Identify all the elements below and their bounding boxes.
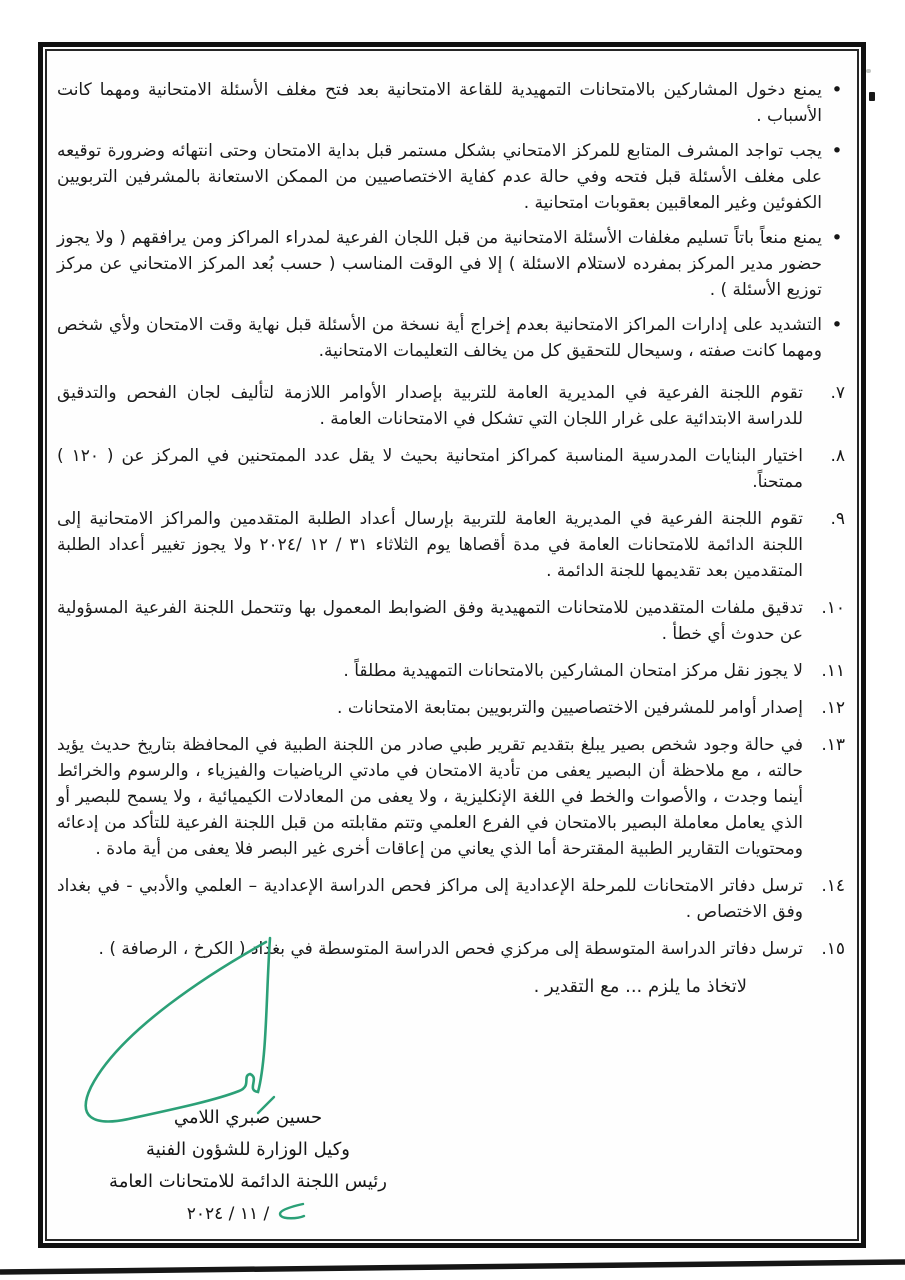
item-number: ٧. xyxy=(830,383,845,403)
numbered-item xyxy=(57,595,845,647)
bullet-icon: • xyxy=(831,140,843,162)
item-number: ١٥. xyxy=(821,939,845,959)
signatory-name: حسين صبري اللامي xyxy=(173,1107,323,1128)
bullet-list xyxy=(57,77,845,364)
item-text: ترسل دفاتر الامتحانات للمرحلة الإعدادية إلى مراكز فحص الدراسة الإعدادية – العلمي والأدبي - في بغداد وفق الاختصاص . xyxy=(57,876,803,922)
scan-artifact-dot xyxy=(869,92,875,101)
bullet-item xyxy=(57,225,845,303)
signatory-title-2: رئيس اللجنة الدائمة للامتحانات العامة xyxy=(109,1171,387,1192)
numbered-item xyxy=(57,506,845,584)
bullet-item xyxy=(57,77,845,129)
item-number: ٩. xyxy=(830,509,845,529)
numbered-item xyxy=(57,658,845,684)
numbered-item xyxy=(57,695,845,721)
bullet-icon: • xyxy=(831,227,843,249)
handwritten-day-mark-icon xyxy=(271,1200,307,1235)
bullet-text: يمنع دخول المشاركين بالامتحانات التمهيدية للقاعة الامتحانية بعد فتح مغلف الأسئلة الامتحانية ومهما كانت الأسباب . xyxy=(57,80,822,126)
bullet-icon: • xyxy=(831,79,843,101)
bullet-text: التشديد على إدارات المراكز الامتحانية بعدم إخراج أية نسخة من الأسئلة قبل نهاية وقت الامتحان ولأي شخص ومهما كانت صفته ، وسيحال للتحقيق كل من يخالف التعليمات الامتحانية. xyxy=(57,315,822,361)
item-text: إصدار أوامر للمشرفين الاختصاصيين والتربويين بمتابعة الامتحانات . xyxy=(337,698,803,718)
item-text: تقوم اللجنة الفرعية في المديرية العامة للتربية بإرسال أعداد الطلبة المتقدمين والمراكز الامتحانية إلى اللجنة الدائمة للامتحانات العامة في مدة أقصاها يوم الثلاثاء ٣١ / ١٢ /٢٠٢٤ ولا يجوز تغيير أعداد الطلبة المتقدمين بعد تقديمها للجنة الدائمة . xyxy=(57,509,803,581)
item-text: اختيار البنايات المدرسية المناسبة كمراكز امتحانية بحيث لا يقل عدد الممتحنين في المركز عن ( ١٢٠ ) ممتحناً. xyxy=(57,446,803,492)
item-text: لا يجوز نقل مركز امتحان المشاركين بالامتحانات التمهيدية مطلقاً . xyxy=(343,661,803,681)
numbered-item xyxy=(57,732,845,862)
bullet-text: يجب تواجد المشرف المتابع للمركز الامتحاني بشكل مستمر قبل بداية الامتحان وحتى انتهائه وضرورة توقيعه على مغلف الأسئلة قبل فتحه وفي حالة عدم كفاية الاختصاصيين من الممكن الاستعانة بالمشرفين التربويين الكفوئين وغير المعاقبين بعقوبات امتحانية . xyxy=(57,141,822,213)
bullet-text: يمنع منعاً باتاً تسليم مغلفات الأسئلة الامتحانية من قبل اللجان الفرعية لمدراء المراكز ومن يرافقهم ( ولا يجوز حضور مدير المركز بمفرده لاستلام الاسئلة ) إلا في الوقت المناسب ( حسب بُعد المركز الامتحاني عن مركز توزيع الأسئلة ) . xyxy=(57,228,822,300)
item-number: ١١. xyxy=(821,661,845,681)
item-number: ٨. xyxy=(830,446,845,466)
signatory-title-1: وكيل الوزارة للشؤون الفنية xyxy=(146,1139,350,1160)
numbered-item xyxy=(57,873,845,925)
signature-date xyxy=(48,1198,448,1235)
item-text: تقوم اللجنة الفرعية في المديرية العامة للتربية بإصدار الأوامر اللازمة لتأليف لجان الفحص والتدقيق للدراسة الابتدائية على غرار اللجان التي تشكل في الامتحانات العامة . xyxy=(57,383,803,429)
numbered-item xyxy=(57,380,845,432)
item-number: ١٢. xyxy=(821,698,845,718)
item-number: ١٣. xyxy=(821,735,845,755)
item-number: ١٤. xyxy=(821,876,845,896)
item-number: ١٠. xyxy=(821,598,845,618)
bullet-item xyxy=(57,138,845,216)
bullet-icon: • xyxy=(831,314,843,336)
numbered-list xyxy=(57,380,845,962)
item-text: تدقيق ملفات المتقدمين للامتحانات التمهيدية وفق الضوابط المعمول بها وتتحمل اللجنة الفرعية المسؤولية عن حدوث أي خطأ . xyxy=(57,598,803,644)
signature-date-text: / ١١ / ٢٠٢٤ xyxy=(186,1204,270,1224)
numbered-item xyxy=(57,936,845,962)
signature-block xyxy=(48,1102,448,1235)
closing-line: لاتخاذ ما يلزم ... مع التقدير . xyxy=(533,976,747,997)
item-text: في حالة وجود شخص بصير يبلغ بتقديم تقرير طبي صادر من اللجنة الطبية في المحافظة بتاريخ حديث يؤيد حالته ، مع ملاحظة أن البصير يعفى من تأدية الامتحان في مادتي الرياضيات والفيزياء ، والرسوم والخرائط أينما وجدت ، والأصوات والخط في اللغة الإنكليزية ، ولا يعفى من المعادلات الكيميائية ، ولا يسمح للبصير أو الذي يعامل معاملة البصير بالامتحان في الفرع العلمي وتتم مقابلته من قبل اللجنة الفرعية للتأكد من إدعائه ومحتويات التقارير الطبية المقترحة أما الذي يعاني من إعاقات أخرى غير البصر فلا يعفى من أية مادة . xyxy=(57,735,803,859)
numbered-item xyxy=(57,443,845,495)
scan-artifact-speck xyxy=(866,69,871,73)
bullet-item xyxy=(57,312,845,364)
document-frame-inner xyxy=(45,49,859,1241)
item-text: ترسل دفاتر الدراسة المتوسطة إلى مركزي فحص الدراسة المتوسطة في بغداد ( الكرخ ، الرصافة ) . xyxy=(98,939,803,959)
document-frame xyxy=(38,42,866,1248)
